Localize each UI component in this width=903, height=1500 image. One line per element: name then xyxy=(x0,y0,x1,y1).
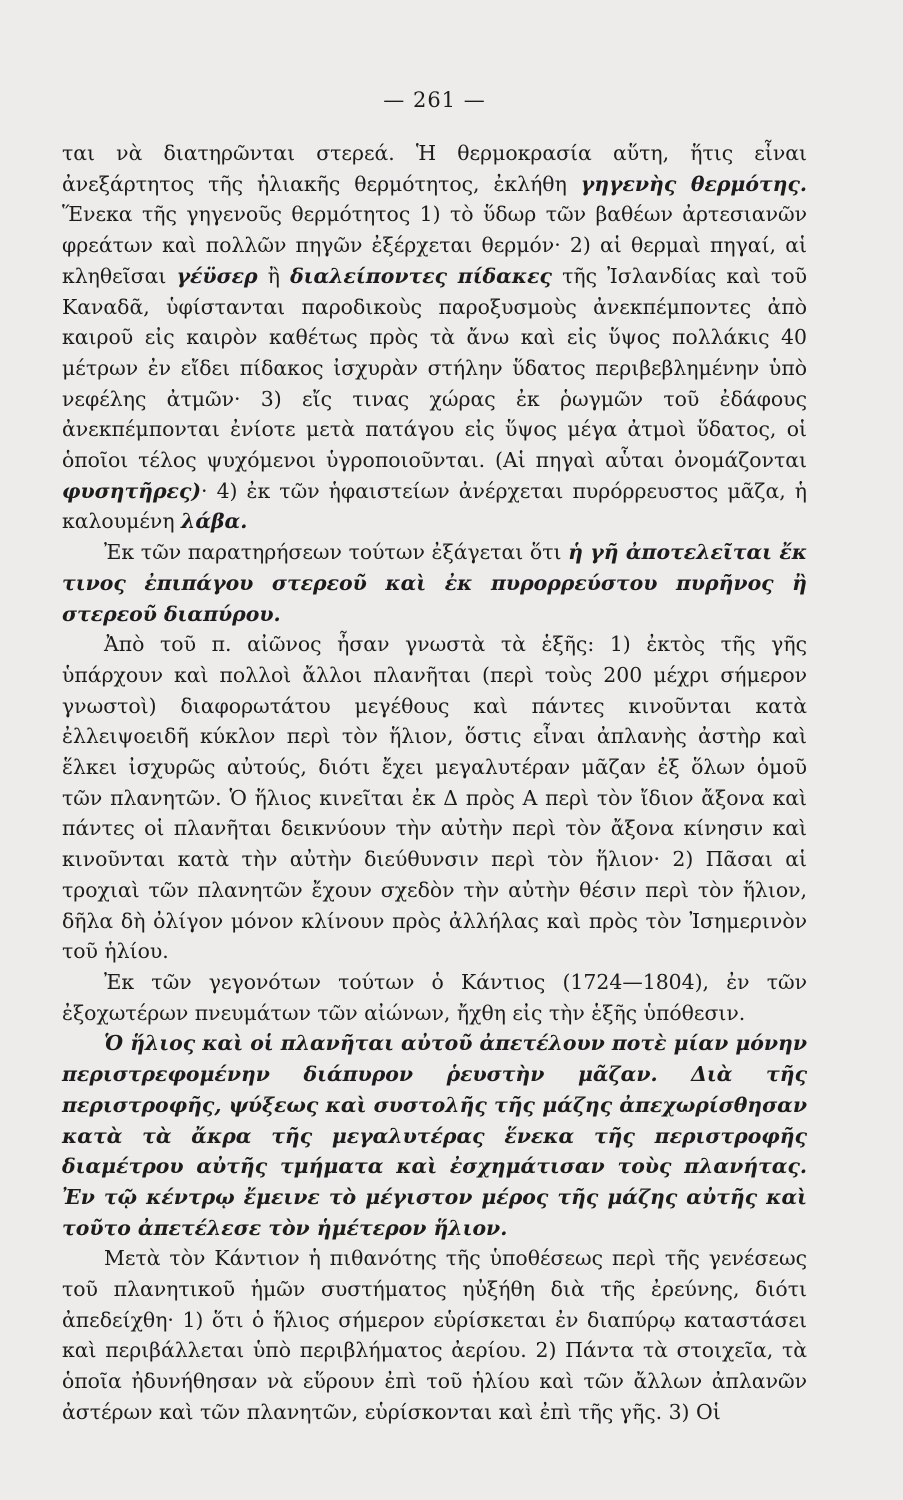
text-run: ἢ xyxy=(257,263,291,288)
emphasized-text: διαλείποντες πίδακες xyxy=(290,263,552,288)
paragraph xyxy=(62,967,807,1028)
emphasized-text: γηγενὴς θερμότης. xyxy=(580,171,807,196)
paragraph xyxy=(62,629,807,967)
emphasized-text: λάβα. xyxy=(181,509,248,534)
text-run: Ἐκ τῶν γεγονότων τούτων ὁ Κάντιος (1724—1804), ἐν τῶν ἐξοχωτέρων πνευμάτων τῶν αἰώνων, ἤχθη εἰς τὴν ἑξῆς ὑπόθεσιν. xyxy=(62,969,807,1025)
paragraph xyxy=(62,537,807,629)
text-run: Ἐκ τῶν παρατηρήσεων τούτων ἐξάγεται ὅτι xyxy=(104,540,569,565)
text-run: ται νὰ διατηρῶνται στερεά. Ἡ θερμοκρασία αὕτη, ἥτις εἶναι ἀνεξάρτητος τῆς ἡλιακῆς θερμότητος, ἐκλήθη xyxy=(62,141,807,196)
text-run: Ἀπὸ τοῦ π. αἰῶνος ἦσαν γνωστὰ τὰ ἑξῆς: 1) ἐκτὸς τῆς γῆς ὑπάρχουν καὶ πολλοὶ ἄλλοι πλανῆται (περὶ τοὺς 200 μέχρι σήμερον γνωστοὶ) διαφορωτάτου μεγέθους καὶ πάντες κινοῦνται κατὰ ἐλλειψοειδῆ κύκλον περὶ τὸν ἥλιον, ὅστις εἶναι ἀπλανὴς ἀστὴρ καὶ ἕλκει ἰσχυρῶς αὐτούς, διότι ἔχει μεγαλυτέραν μᾶζαν ἐξ ὅλων ὁμοῦ τῶν πλανητῶν. Ὁ ἥλιος κινεῖται ἐκ Δ πρὸς Α περὶ τὸν ἴδιον ἄξονα καὶ πάντες οἱ πλανῆται δεικνύουν τὴν αὐτὴν περὶ τὸν ἄξονα κίνησιν καὶ κινοῦνται κατὰ τὴν αὐτὴν διεύθυνσιν περὶ τὸν ἥλιον· 2) Πᾶσαι αἱ τροχιαὶ τῶν πλανητῶν ἔχουν σχεδὸν τὴν αὐτὴν θέσιν περὶ τὸν ἥλιον, δῆλα δὴ ὀλίγον μόνον κλίνουν πρὸς ἀλλήλας καὶ πρὸς τὸν Ἰσημερινὸν τοῦ ἡλίου. xyxy=(62,632,807,964)
emphasized-text: ἡ γῆ ἀποτελεῖται ἔκ τινος ἐπιπάγου στερεοῦ καὶ ἐκ πυρορρεύστου πυρῆνος ἢ στερεοῦ διαπύρου. xyxy=(62,540,808,626)
emphasized-text: φυσητῆρες) xyxy=(62,478,202,503)
text-run: Ἕνεκα τῆς γηγενοῦς θερμότητος 1) τὸ ὕδωρ τῶν βαθέων ἀρτεσιανῶν φρεάτων καὶ πολλῶν πηγῶν ἐξέρχεται θερμόν· 2) αἱ θερμαὶ πηγαί, αἱ κληθεῖσαι xyxy=(62,202,807,288)
paragraph xyxy=(62,138,807,537)
page-number: — 261 — xyxy=(383,88,486,112)
text-run: Μετὰ τὸν Κάντιον ἡ πιθανότης τῆς ὑποθέσεως περὶ τῆς γενέσεως τοῦ πλανητικοῦ ἡμῶν συστήματος ηὐξήθη διὰ τῆς ἐρεύνης, διότι ἀπεδείχθη· 1) ὅτι ὁ ἥλιος σήμερον εὑρίσκεται ἐν διαπύρῳ καταστάσει καὶ περιβάλλεται ὑπὸ περιβλήματος ἀερίου. 2) Πάντα τὰ στοιχεῖα, τὰ ὁποῖα ἠδυνήθησαν νὰ εὕρουν ἐπὶ τοῦ ἡλίου καὶ τῶν ἄλλων ἀπλανῶν ἀστέρων καὶ τῶν πλανητῶν, εὑρίσκονται καὶ ἐπὶ τῆς γῆς. 3) Οἱ xyxy=(62,1246,807,1424)
emphasized-text: Ὁ ἥλιος καὶ οἱ πλανῆται αὐτοῦ ἀπετέλουν ποτὲ μίαν μόνην περιστρεφομένην διάπυρον ῥευστὴν μᾶζαν. Διὰ τῆς περιστροφῆς, ψύξεως καὶ συστολῆς τῆς μάζης ἀπεχωρίσθησαν κατὰ τὰ ἄκρα τῆς μεγαλυτέρας ἕνεκα τῆς περιστροφῆς διαμέτρου αὐτῆς τμήματα καὶ ἐσχημάτισαν τοὺς πλανήτας. Ἐν τῷ κέντρῳ ἔμεινε τὸ μέγιστον μέρος τῆς μάζης αὐτῆς καὶ τοῦτο ἀπετέλεσε τὸν ἡμέτερον ἥλιον. xyxy=(62,1031,807,1240)
text-run: · 4) ἐκ τῶν ἡφαιστείων ἀνέρχεται πυρόρρευστος μᾶζα, ἡ καλουμένη xyxy=(62,478,807,534)
body-text xyxy=(62,138,807,1428)
emphasized-text: γέϋσερ xyxy=(176,263,258,288)
text-run: τῆς Ἰσλανδίας καὶ τοῦ Καναδᾶ, ὑφίστανται παροδικοὺς παροξυσμοὺς ἀνεκπέμποντες ἀπὸ καιροῦ εἰς καιρὸν καθέτως πρὸς τὰ ἄνω καὶ εἰς ὕψος πολλάκις 40 μέτρων ἐν εἴδει πίδακος ἰσχυρὰν στήλην ὕδατος περιβεβλημένην ὑπὸ νεφέλης ἀτμῶν· 3) εἴς τινας χώρας ἐκ ῥωγμῶν τοῦ ἐδάφους ἀνεκπέμπονται ἐνίοτε μετὰ πατάγου εἰς ὕψος μέγα ἀτμοὶ ὕδατος, οἱ ὁποῖοι τέλος ψυχόμενοι ὑγροποιοῦνται. (Αἱ πηγαὶ αὗται ὀνομάζονται xyxy=(62,263,808,473)
paragraph xyxy=(62,1243,807,1427)
paragraph xyxy=(62,1028,807,1243)
